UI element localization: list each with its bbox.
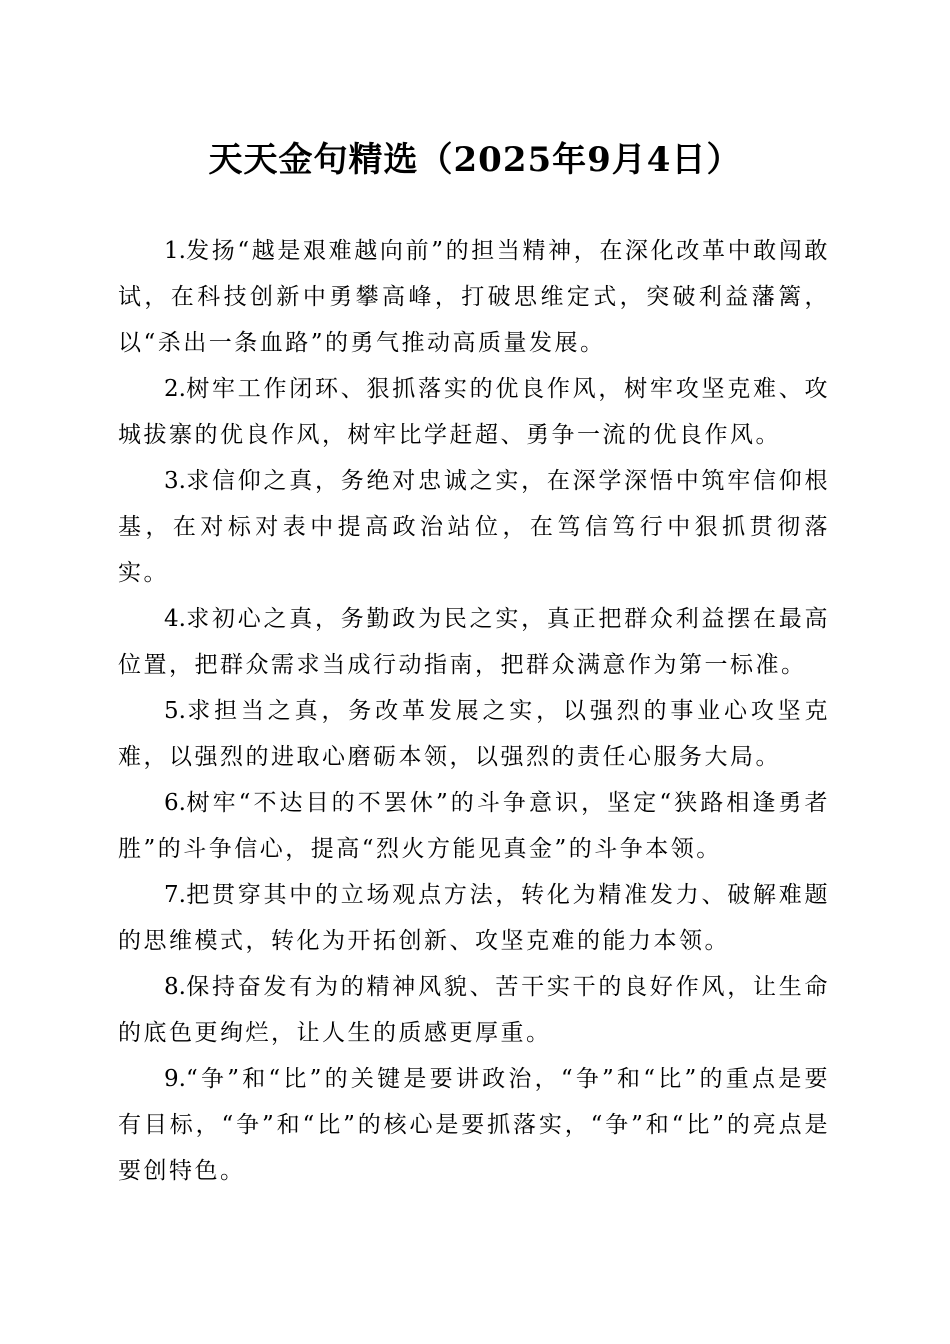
paragraph-9: [118, 1056, 830, 1194]
paragraph-text: “争”和“比”的关键是要讲政治，“争”和“比”的重点是要有目标，“争”和“比”的核心是要抓落实，“争”和“比”的亮点是要创特色。: [118, 1066, 830, 1184]
paragraph-1: [118, 228, 830, 366]
paragraph-7: [118, 872, 830, 964]
paragraph-number: 1.: [164, 238, 186, 264]
paragraph-text: 求担当之真，务改革发展之实，以强烈的事业心攻坚克难，以强烈的进取心磨砺本领，以强烈的责任心服务大局。: [118, 698, 830, 770]
paragraph-number: 4.: [164, 606, 186, 632]
paragraph-number: 8.: [164, 974, 186, 1000]
paragraph-text: 求初心之真，务勤政为民之实，真正把群众利益摆在最高位置，把群众需求当成行动指南，把群众满意作为第一标准。: [118, 606, 830, 678]
paragraph-number: 2.: [164, 376, 186, 402]
paragraph-number: 7.: [164, 882, 186, 908]
paragraph-number: 3.: [164, 468, 186, 494]
paragraph-number: 5.: [164, 698, 186, 724]
paragraph-4: [118, 596, 830, 688]
paragraph-5: [118, 688, 830, 780]
paragraph-number: 6.: [164, 790, 186, 816]
page-title: 天天金句精选（2025年9月4日）: [208, 140, 742, 180]
paragraph-2: [118, 366, 830, 458]
paragraph-text: 发扬“越是艰难越向前”的担当精神，在深化改革中敢闯敢试，在科技创新中勇攀高峰，打破思维定式，突破利益藩篱，以“杀出一条血路”的勇气推动高质量发展。: [118, 238, 830, 356]
paragraph-8: [118, 964, 830, 1056]
paragraph-text: 保持奋发有为的精神风貌、苦干实干的良好作风，让生命的底色更绚烂，让人生的质感更厚重。: [118, 974, 830, 1046]
paragraph-text: 树牢工作闭环、狠抓落实的优良作风，树牢攻坚克难、攻城拔寨的优良作风，树牢比学赶超、勇争一流的优良作风。: [118, 376, 830, 448]
paragraph-6: [118, 780, 830, 872]
paragraph-text: 树牢“不达目的不罢休”的斗争意识，坚定“狭路相逢勇者胜”的斗争信心，提高“烈火方能见真金”的斗争本领。: [118, 790, 830, 862]
paragraph-3: [118, 458, 830, 596]
paragraph-number: 9.: [164, 1066, 186, 1092]
paragraph-text: 把贯穿其中的立场观点方法，转化为精准发力、破解难题的思维模式，转化为开拓创新、攻坚克难的能力本领。: [118, 882, 830, 954]
document-body: [118, 228, 830, 1194]
paragraph-text: 求信仰之真，务绝对忠诚之实，在深学深悟中筑牢信仰根基，在对标对表中提高政治站位，在笃信笃行中狠抓贯彻落实。: [118, 468, 830, 586]
